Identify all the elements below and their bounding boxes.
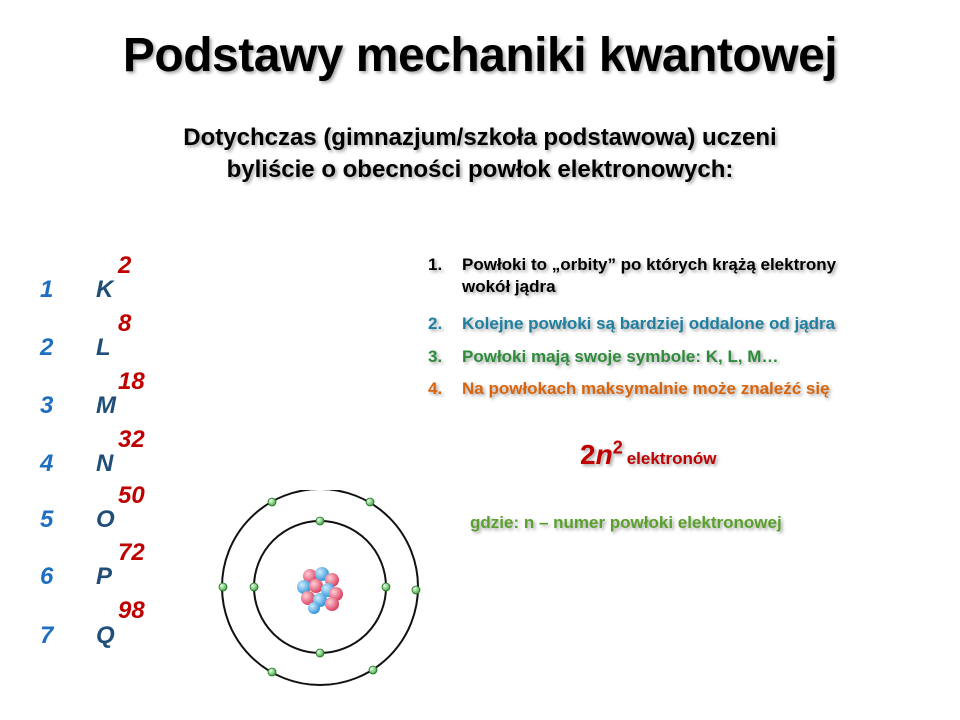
shell-symbol: P [96, 563, 113, 590]
point-text: Powłoki mają swoje symbole: K, L, M… [462, 347, 779, 366]
shell-number: 5 [40, 506, 54, 533]
shell-symbol: O [96, 506, 115, 533]
shell-number: 1 [40, 276, 54, 303]
shell-symbol: K [96, 276, 114, 303]
shell-capacity: 98 [118, 597, 145, 624]
formula-coefficient: 2 [580, 439, 596, 471]
shell-capacity: 18 [118, 368, 145, 395]
point-number: 2. [428, 314, 443, 333]
point-number: 3. [428, 347, 443, 366]
shell-symbol: L [96, 334, 111, 361]
shell-number: 3 [40, 392, 54, 419]
point-text: Na powłokach maksymalnie może znaleźć się [462, 379, 830, 398]
shell-number: 7 [40, 622, 54, 649]
shell-capacity: 72 [118, 539, 145, 566]
shell-number: 2 [40, 334, 54, 361]
point-text-line-2: wokół jądra [462, 277, 556, 296]
formula-unit: elektronów [626, 449, 717, 469]
point-1 [428, 254, 938, 298]
point-text: Kolejne powłoki są bardziej oddalone od jądra [462, 314, 836, 333]
point-2 [428, 313, 835, 335]
capacity-formula [580, 438, 716, 471]
shell-capacity: 2 [118, 252, 132, 279]
shell-symbol: Q [96, 622, 115, 649]
shell-capacity: 32 [118, 426, 145, 453]
point-4 [428, 378, 830, 400]
point-number: 4. [428, 379, 443, 398]
shell-capacity: 8 [118, 310, 132, 337]
subtitle-line-1: Dotychczas (gimnazjum/szkoła podstawowa) uczeni [183, 124, 777, 151]
shell-symbol: M [96, 392, 116, 419]
shell-number: 6 [40, 563, 54, 590]
point-number: 1. [428, 255, 443, 274]
slide-title: Podstawy mechaniki kwantowej [122, 29, 838, 82]
slide-subtitle [100, 122, 860, 186]
shell-number: 4 [40, 450, 54, 477]
shell-symbol: N [96, 450, 114, 477]
formula-explanation: gdzie: n – numer powłoki elektronowej [470, 513, 782, 532]
point-3 [428, 346, 778, 368]
subtitle-line-2: byliście o obecności powłok elektronowych: [226, 156, 734, 183]
formula-exponent: 2 [612, 438, 623, 458]
point-text-line-1: Powłoki to „orbity” po których krążą elektrony [462, 255, 837, 274]
atom-nucleus [297, 567, 343, 614]
formula-variable: n [595, 439, 613, 471]
shell-capacity: 50 [118, 482, 145, 509]
atom-illustration [210, 490, 430, 710]
